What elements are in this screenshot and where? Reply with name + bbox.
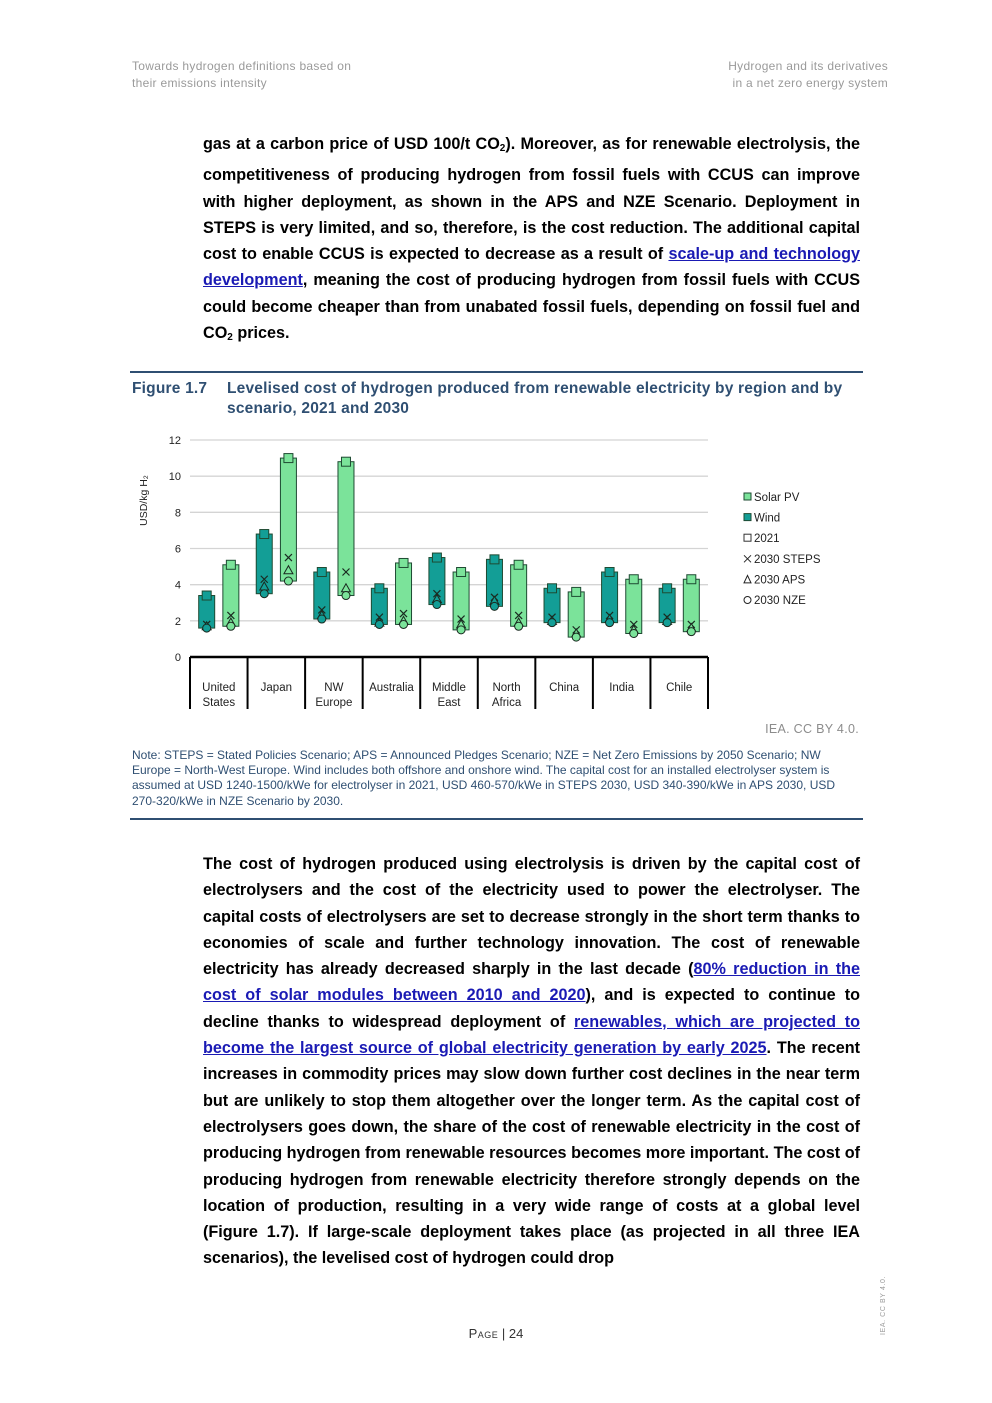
p1-text-1: gas at a carbon price of USD 100/t CO: [203, 135, 500, 153]
x-category-label: Europe: [315, 697, 353, 709]
marker-2030-nze: [572, 633, 580, 641]
marker-2021: [341, 457, 350, 466]
marker-2021: [226, 560, 235, 569]
marker-2021: [572, 587, 581, 596]
legend-item: [744, 492, 800, 504]
marker-2030-nze: [457, 626, 465, 634]
legend-label: 2021: [754, 533, 780, 546]
legend-item: [744, 554, 821, 566]
marker-2030-nze: [606, 619, 614, 627]
marker-2021: [375, 584, 384, 593]
legend-label: Wind: [754, 512, 781, 525]
link-solar-modules-cost[interactable]: 80% reduction in the cost of solar modules between 2010 and 2020: [203, 960, 860, 1005]
p1-text-2: ). Moreover, as for renewable electrolysis, the competitiveness of producing hydrogen from fossil fuels with CCUS can improve with higher deployment, as shown in the APS and NZE Scenario. Deployment in STEPS is very limited, and so, therefore, is the cost reduction. The additional capital cost to enable CCUS is expected to decrease as a result of: [203, 135, 861, 264]
legend-label: Solar PV: [754, 492, 800, 504]
marker-2021: [629, 575, 638, 584]
marker-2030-nze: [630, 629, 638, 637]
legend-label: 2030 STEPS: [754, 553, 821, 566]
legend-swatch-solar-pv: [744, 493, 751, 500]
x-category-label: NW: [324, 682, 344, 694]
bar-solar-pv: [280, 458, 296, 581]
figure-bottom-rule: [130, 818, 863, 820]
x-category-label: Australia: [369, 682, 414, 694]
bar-solar-pv: [223, 565, 239, 626]
y-axis-label: USD/kg H₂: [138, 475, 150, 526]
marker-2021: [548, 584, 557, 593]
marker-2021: [317, 568, 326, 577]
header-right-line2: in a net zero energy system: [732, 76, 888, 90]
y-tick-label: 10: [168, 471, 181, 484]
chart-markers: [202, 454, 696, 642]
figure-note: Note: STEPS = Stated Policies Scenario; APS = Announced Pledges Scenario; NZE = Net Zero Emissions by 2050 Scenario; NW Europe = North-West Europe. Wind includes both offshore and onshore wind. The capital cost for an installed electrolyser system is assumed at USD 1240-1500/kWe for electrolyser in 2021, USD 460-570/kWe in STEPS 2030, USD 340-390/kWe in APS 2030, USD 270-320/kWe in NZE Scenario by 2030.: [132, 748, 836, 808]
legend-swatch-aps: [744, 575, 751, 583]
marker-2030-nze: [284, 577, 292, 585]
figure-top-rule: [130, 371, 863, 373]
y-tick-label: 2: [174, 615, 181, 628]
p1-text-3: , meaning the cost of producing hydrogen from fossil fuels with CCUS could become cheaper than from unabated fossil fuels, depending on fossil fuel and CO: [203, 271, 860, 343]
marker-2021: [663, 584, 672, 593]
header-left-line1: Towards hydrogen definitions based on: [132, 59, 352, 73]
x-category-label: States: [202, 697, 236, 709]
page-label: Page: [468, 1326, 499, 1341]
legend-swatch-wind: [744, 514, 751, 521]
figure-credit: IEA. CC BY 4.0.: [765, 722, 859, 736]
y-tick-label: 0: [174, 652, 181, 664]
p2-text-1: The cost of hydrogen produced using electrolysis is driven by the capital cost of electrolysers and the cost of the electricity used to power the electrolyser. The capital costs of electrolysers are set to decrease strongly in the short term thanks to economies of scale and further technology innovation. The cost of renewable electricity has already decreased sharply in the last decade (: [203, 855, 860, 979]
body-paragraph-2: [203, 851, 860, 1272]
legend-label: 2030 APS: [754, 574, 806, 587]
link-scale-up-technology[interactable]: scale-up and technology development: [203, 245, 860, 290]
marker-2030-nze: [260, 590, 268, 598]
figure-number: Figure 1.7: [132, 380, 208, 397]
marker-2030-nze: [490, 602, 498, 610]
marker-2030-nze: [663, 619, 671, 627]
marker-2030-nze: [548, 619, 556, 627]
marker-2021: [202, 591, 211, 600]
x-category-label: Africa: [491, 697, 522, 709]
marker-2021: [514, 560, 523, 569]
x-category-label: Chile: [666, 682, 693, 694]
marker-2021: [687, 575, 696, 584]
body-paragraph-1: [203, 131, 860, 351]
figure-title: Levelised cost of hydrogen produced from renewable electricity by region and by scenario, 2021 and 2030: [227, 380, 843, 417]
p1-text-4: prices.: [232, 324, 290, 343]
y-tick-label: 12: [168, 435, 181, 447]
bar-solar-pv: [396, 563, 412, 624]
running-header-right: [728, 58, 888, 92]
marker-2030-nze: [227, 622, 235, 630]
bar-solar-pv: [338, 462, 354, 596]
marker-2021: [457, 568, 466, 577]
legend-item: [744, 513, 780, 525]
x-category-label: India: [609, 682, 635, 694]
header-right-line1: Hydrogen and its derivatives: [728, 59, 888, 73]
y-tick-label: 8: [174, 507, 181, 520]
y-tick-label: 4: [174, 579, 181, 592]
x-category-label: United: [202, 682, 236, 694]
p1-subscript-1: 2: [499, 143, 506, 154]
marker-2021: [260, 530, 269, 539]
side-credit-text: IEA. CC BY 4.0.: [880, 1275, 887, 1335]
legend-swatch-nze: [744, 597, 751, 604]
marker-2021: [490, 555, 499, 564]
y-tick-label: 6: [174, 543, 181, 556]
marker-2030-nze: [687, 628, 695, 636]
marker-2030-nze: [203, 624, 211, 632]
bar-solar-pv: [511, 565, 527, 626]
marker-2021: [432, 553, 441, 562]
link-renewables-projection[interactable]: renewables, which are projected to become the largest source of global electricity generation by early 2025: [203, 1012, 860, 1058]
legend-label: 2030 NZE: [754, 595, 806, 607]
legend-item: [744, 595, 806, 607]
marker-2030-nze: [342, 592, 350, 600]
page-number: Page | 24: [468, 1326, 524, 1341]
marker-2030-nze: [433, 601, 441, 609]
x-category-label: East: [437, 697, 461, 709]
chart-legend: [744, 492, 821, 607]
legend-item: [744, 574, 805, 586]
marker-2021: [399, 558, 408, 567]
x-category-label: Middle: [432, 682, 466, 694]
legend-swatch-2021: [744, 534, 751, 541]
x-category-label: China: [549, 682, 580, 694]
p2-text-2: ), and is expected to continue to decline thanks to widespread deployment of: [203, 986, 860, 1031]
x-category-label: Japan: [260, 682, 293, 694]
marker-2030-nze: [400, 620, 408, 628]
p2-text-3: . The recent increases in commodity prices may slow down further cost declines in the near term but are unlikely to stop them altogether over the longer term. As the capital cost of electrolysers goes down, the share of the cost of renewable electricity in the cost of producing hydrogen from renewable resources becomes more important. The cost of producing hydrogen from renewable electricity therefore strongly depends on the location of production, resulting in a very wide range of costs at a global level (Figure 1.7). If large-scale deployment takes place (as projected in all three IEA scenarios), the levelised cost of hydrogen could drop: [203, 1039, 860, 1268]
side-credit: [880, 1275, 894, 1335]
lcoh-chart: [130, 428, 863, 718]
marker-2030-nze: [318, 615, 326, 623]
marker-2030-nze: [375, 620, 383, 628]
marker-2030-nze: [515, 622, 523, 630]
marker-2021: [284, 454, 293, 463]
running-header-left: [132, 58, 351, 92]
x-category-label: North: [492, 682, 521, 694]
marker-2021: [605, 568, 614, 577]
chart-bars: [199, 458, 700, 637]
header-left-line2: their emissions intensity: [132, 76, 267, 90]
p1-subscript-2: 2: [227, 332, 233, 344]
page-number-value: 24: [508, 1326, 524, 1341]
legend-item: [744, 533, 780, 545]
